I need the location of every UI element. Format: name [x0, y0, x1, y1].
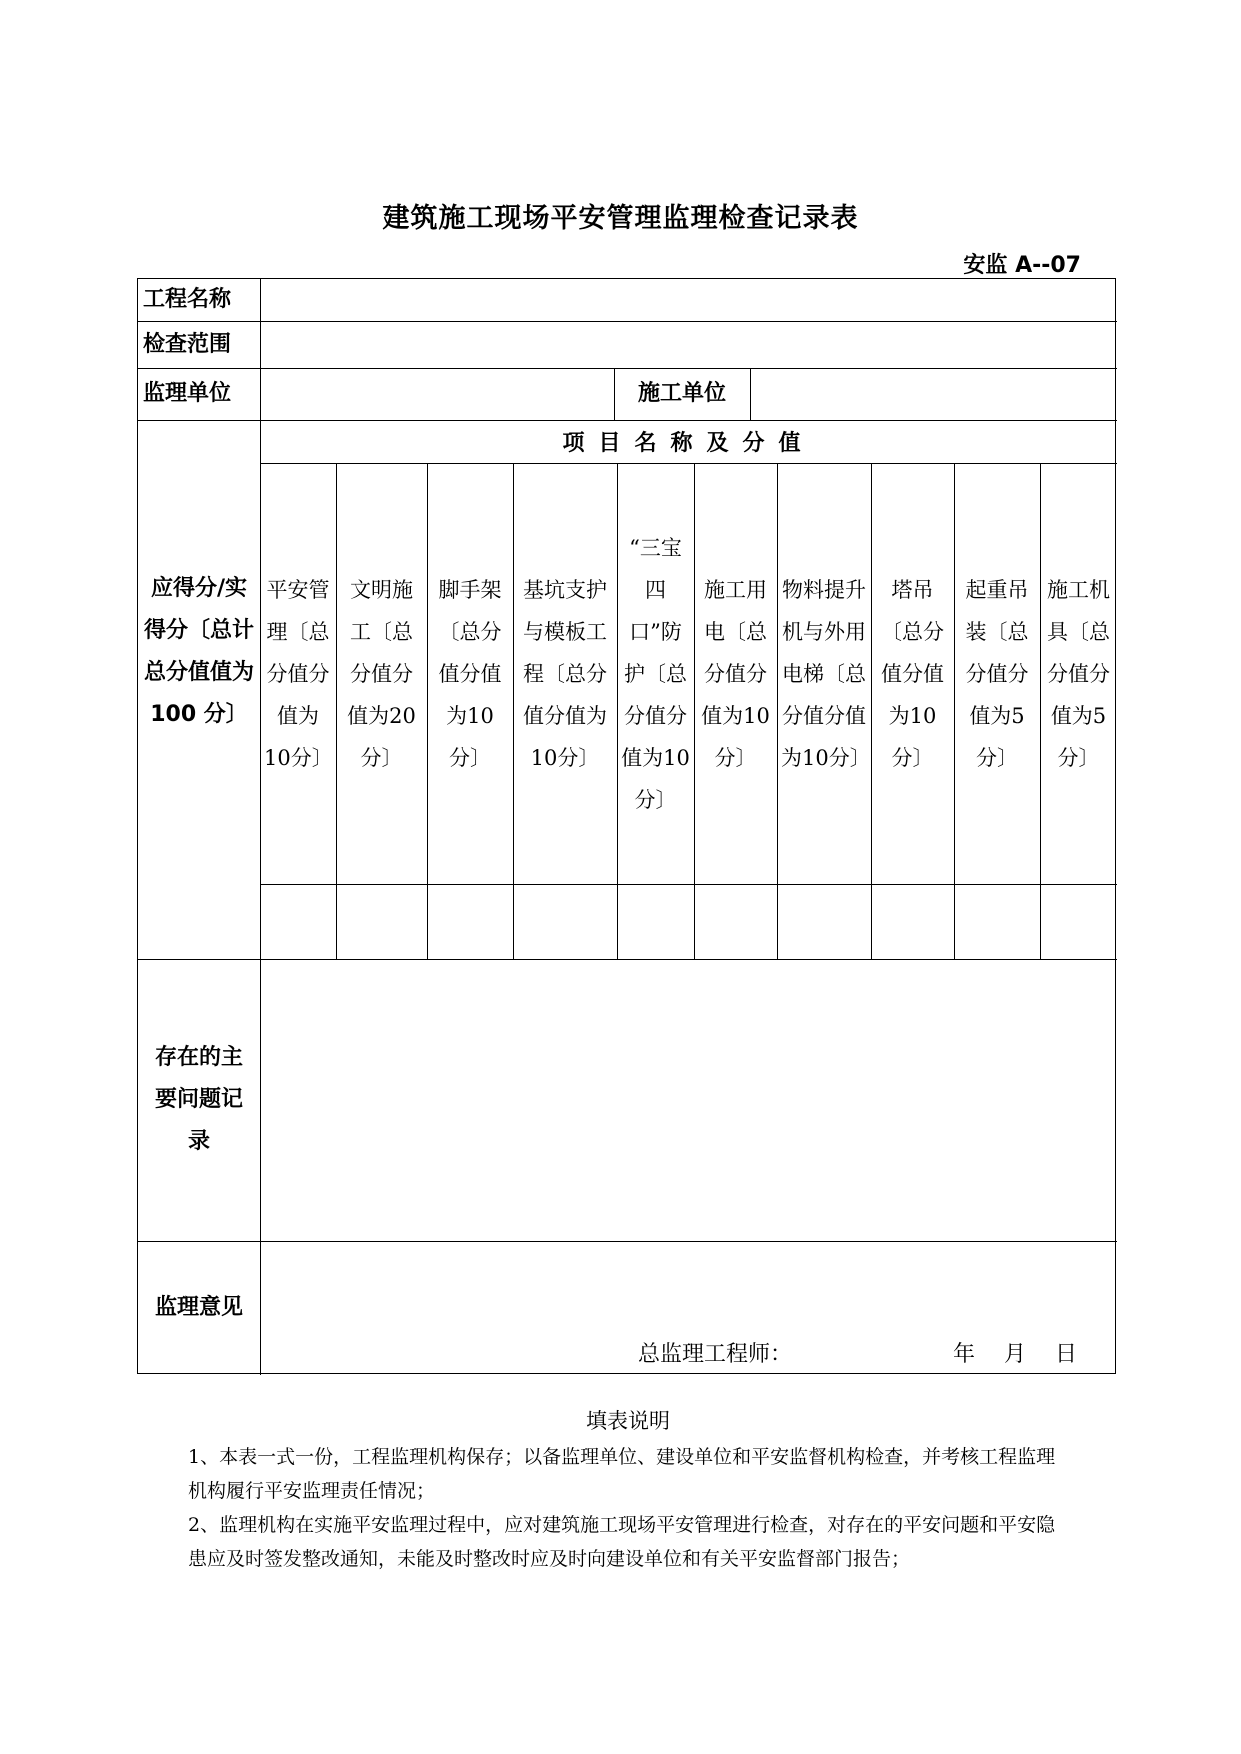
category-material-hoist-elevator: 物料提升机与外用电梯〔总分值分值为10分〕 [781, 577, 871, 770]
signature-month: 月 [1004, 1342, 1027, 1367]
construction-unit-label: 施工单位 [637, 381, 726, 406]
signature-day: 日 [1055, 1342, 1078, 1367]
inspection-form-table [137, 278, 1116, 1374]
opinion-label: 监理意见 [154, 1295, 243, 1320]
project-name-label: 工程名称 [143, 287, 232, 312]
col-divider [750, 368, 751, 420]
notes-title: 填表说明 [586, 1409, 670, 1433]
chief-engineer-label: 总监理工程师： [638, 1342, 793, 1367]
row-divider [138, 1241, 1117, 1242]
category-hoisting: 起重吊装〔总分值分值为5分〕 [965, 577, 1029, 770]
signature-year: 年 [953, 1342, 976, 1367]
category-construction-electricity: 施工用电〔总分值分值为10分〕 [701, 577, 770, 770]
items-header: 项目名称及分值 [562, 431, 815, 456]
category-foundation-formwork: 基坑支护与模板工程〔总分值分值为10分〕 [523, 577, 607, 770]
note-item: 1、本表一式一份，工程监理机构保存；以备监理单位、建设单位和平安监督机构检查，并考核工程监理机构履行平安监理责任情况； [188, 1446, 1056, 1502]
category-tower-crane: 塔吊〔总分值分值为10分〕 [881, 577, 944, 770]
row-divider [138, 321, 1117, 322]
row-divider [138, 959, 1117, 960]
category-three-treasures-four-openings: “三宝四口”防护〔总分值分值为10分〕 [621, 535, 690, 812]
problems-label: 存在的主要问题记录 [154, 1045, 243, 1154]
form-code: 安监 A--07 [963, 253, 1081, 278]
note-item: 2、监理机构在实施平安监理过程中，应对建筑施工现场平安管理进行检查，对存在的平安问题和平安隐患应及时签发整改通知，未能及时整改时应及时向建设单位和有关平安监督部门报告； [188, 1514, 1056, 1570]
category-safety-management: 平安管理〔总分值分值为10分〕 [264, 577, 333, 770]
category-construction-machinery: 施工机具〔总分值分值为5分〕 [1047, 577, 1110, 770]
supervision-unit-label: 监理单位 [143, 381, 232, 406]
score-label: 应得分/实得分〔总计总分值值为 100 分〕 [144, 576, 255, 727]
category-scaffolding: 脚手架〔总分值分值为10分〕 [438, 577, 502, 770]
inspection-scope-label: 检查范围 [143, 331, 232, 357]
row-divider [260, 884, 1117, 885]
filling-instructions [188, 1404, 1068, 1576]
form-title: 建筑施工现场平安管理监理检查记录表 [382, 203, 859, 234]
category-civilized-construction: 文明施工〔总分值分值为20分〕 [347, 577, 416, 770]
